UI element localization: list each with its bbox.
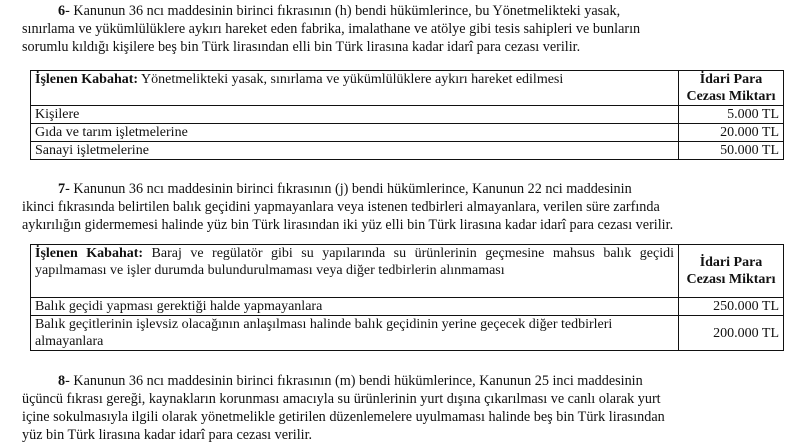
- paragraph-8-line-4: yüz bin Türk lirasına kadar idarî para cezası verilir.: [22, 427, 313, 443]
- table-header-row: [31, 71, 784, 106]
- table-row: [31, 298, 784, 316]
- paragraph-6-number: 6: [58, 3, 66, 19]
- offense-cell: Kişilere: [31, 106, 679, 124]
- table-row: [31, 124, 784, 142]
- offense-header-cell: [31, 71, 679, 106]
- penalty-table-1: [30, 70, 784, 160]
- amount-cell: 200.000 TL: [679, 316, 784, 351]
- paragraph-7-line-1: 7- Kanunun 36 ncı maddesinin birinci fıkrasının (j) bendi hükümlerince, Kanunun 22 nci maddesinin: [58, 181, 632, 197]
- paragraph-7: [22, 180, 774, 234]
- table-row: [31, 316, 784, 351]
- paragraph-7-line-3: aykırılığın gidermemesi halinde yüz bin Türk lirasından iki yüz elli bin Türk lirasına kadar idarî para cezası verilir.: [22, 217, 674, 233]
- paragraph-7-line-2: ikinci fıkrasında belirtilen balık geçidini yapmayanlara veya istenen tedbirleri almayanlara, verilen süre zarfında: [22, 199, 660, 215]
- table-row: [31, 106, 784, 124]
- offense-cell: Balık geçitlerinin işlevsiz olacağının anlaşılması halinde balık geçidinin yerine geçecek diğer tedbirleri almayanlara: [31, 316, 679, 351]
- paragraph-8-line-1: 8- Kanunun 36 ncı maddesinin birinci fıkrasının (m) bendi hükümlerince, Kanunun 25 inci maddesinin: [58, 373, 643, 389]
- offense-header-label: İşlenen Kabahat:: [35, 72, 139, 87]
- paragraph-8: [22, 372, 774, 444]
- offense-header-cell: [31, 245, 679, 298]
- paragraph-6: [22, 2, 774, 56]
- table-header-row: [31, 245, 784, 298]
- offense-header-label: İşlenen Kabahat:: [35, 246, 144, 261]
- table-row: [31, 142, 784, 160]
- paragraph-6-line-2: sınırlama ve yükümlülüklere aykırı hareket eden fabrika, imalathane ve atölye gibi tesis sahipleri ve bunların: [22, 21, 641, 37]
- amount-cell: 50.000 TL: [679, 142, 784, 160]
- amount-header-cell: İdari Para Cezası Miktarı: [679, 71, 784, 106]
- offense-header-text: Yönetmelikteki yasak, sınırlama ve yükümlülüklere aykırı hareket edilmesi: [138, 72, 564, 87]
- amount-cell: 20.000 TL: [679, 124, 784, 142]
- amount-cell: 250.000 TL: [679, 298, 784, 316]
- amount-header-cell: İdari Para Cezası Miktarı: [679, 245, 784, 298]
- paragraph-6-line-3: sorumlu kıldığı kişilere beş bin Türk lirasından elli bin Türk lirasına kadar idarî para cezası verilir.: [22, 39, 581, 55]
- penalty-table-2: [30, 244, 784, 351]
- paragraph-8-line-3: içine sokulmasıyla ilgili olarak yönetmelikle getirilen düzenlemelere uyulmaması halinde beş bin Türk lirasından: [22, 409, 665, 425]
- paragraph-8-number: 8: [58, 373, 66, 389]
- offense-cell: Sanayi işletmelerine: [31, 142, 679, 160]
- amount-cell: 5.000 TL: [679, 106, 784, 124]
- offense-cell: Balık geçidi yapması gerektiği halde yapmayanlara: [31, 298, 679, 316]
- paragraph-6-line-1: 6- Kanunun 36 ncı maddesinin birinci fıkrasının (h) bendi hükümlerince, bu Yönetmelikteki yasak,: [58, 3, 621, 19]
- paragraph-7-number: 7: [58, 181, 66, 197]
- paragraph-8-line-2: üçüncü fıkrası gereği, kaynakların korunması amacıyla su ürünlerinin yurt dışına çıkarılması ve canlı olarak yurt: [22, 391, 661, 407]
- offense-cell: Gıda ve tarım işletmelerine: [31, 124, 679, 142]
- offense-header-text: Baraj ve regülatör gibi su yapılarında su ürünlerinin geçmesine mahsus balık geçidi yapılmaması ve işler durumda bulundurulmaması veya diğer tedbirlerin alınmaması: [35, 246, 675, 278]
